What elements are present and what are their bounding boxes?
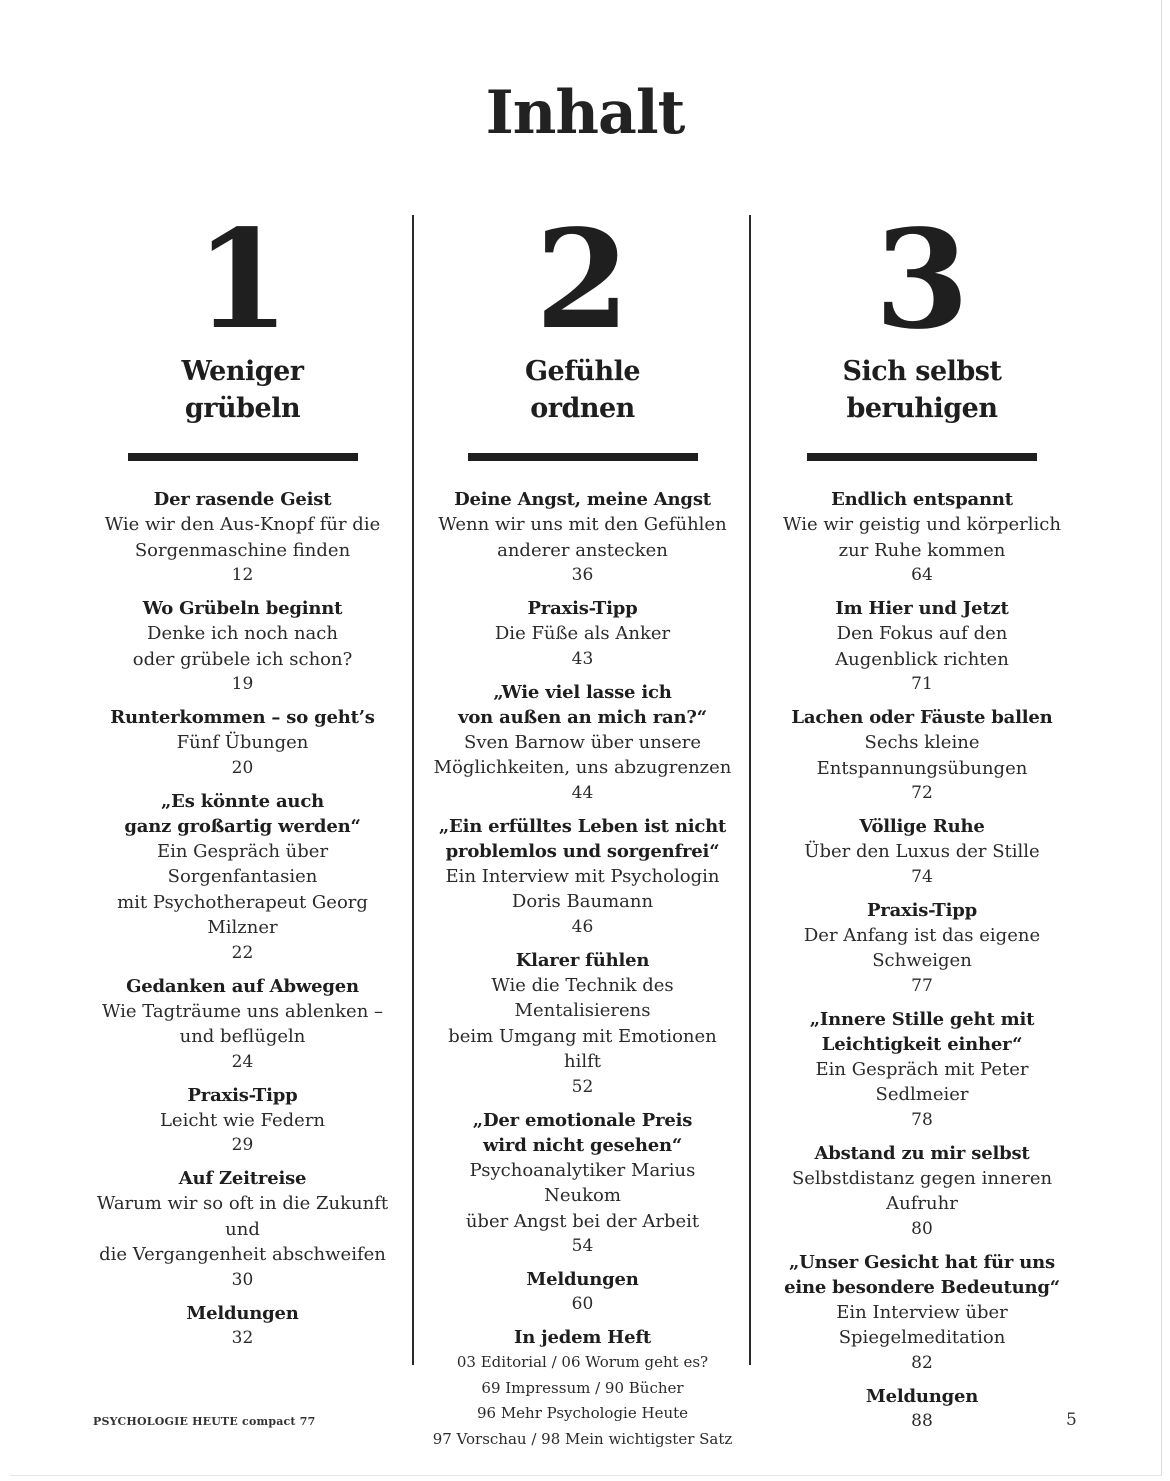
chapter-rule — [468, 453, 698, 461]
entry-title: „Unser Gesicht hat für uns eine besondere Bedeutung“ — [784, 1251, 1060, 1298]
entry-page-number: 20 — [231, 757, 254, 778]
column-divider-right — [749, 215, 751, 1365]
entry-description: Über den Luxus der Stille — [804, 841, 1040, 862]
entry-list — [430, 487, 735, 1317]
entry-title: „Der emotionale Preis wird nicht gesehen“ — [472, 1109, 693, 1156]
toc-entry — [768, 1250, 1076, 1376]
toc-entry — [430, 680, 735, 806]
entry-title: Der rasende Geist — [153, 489, 332, 510]
entry-title: „Es könnte auch ganz großartig werden“ — [124, 790, 361, 837]
entry-page-number: 64 — [911, 565, 933, 585]
entry-title: Im Hier und Jetzt — [835, 598, 1009, 619]
entry-title: Deine Angst, meine Angst — [454, 489, 711, 510]
footer-page-number: 5 — [1066, 1410, 1077, 1430]
chapter-title: Sich selbst beruhigen — [842, 356, 1002, 424]
entry-title: Gedanken auf Abwegen — [126, 975, 359, 997]
entry-page-number: 88 — [911, 1410, 933, 1431]
entry-description: Ein Interview über Spiegelmeditation — [836, 1301, 1008, 1348]
entry-page-number: 46 — [571, 916, 594, 937]
toc-entry — [90, 705, 395, 781]
entry-title: Praxis-Tipp — [866, 899, 978, 921]
entry-page-number: 29 — [231, 1135, 254, 1155]
entry-description: Die Füße als Anker — [494, 623, 671, 644]
page-title: Inhalt — [485, 78, 685, 148]
toc-entry — [90, 1166, 395, 1293]
chapter-title: Gefühle ordnen — [524, 356, 641, 424]
chapter-rule — [128, 453, 358, 461]
toc-entry — [430, 948, 735, 1100]
entry-title: Meldungen — [526, 1269, 639, 1290]
toc-entry — [430, 1267, 735, 1317]
entry-title: Auf Zeitreise — [178, 1168, 307, 1189]
toc-entry — [768, 705, 1076, 806]
entry-page-number: 72 — [911, 783, 933, 803]
entry-page-number: 22 — [231, 942, 254, 963]
entry-page-number: 30 — [231, 1269, 254, 1290]
entry-page-number: 12 — [231, 565, 254, 585]
chapter-column-3 — [768, 200, 1076, 1442]
entry-title: „Innere Stille geht mit Leichtigkeit einher“ — [809, 1008, 1035, 1055]
entry-title: Praxis-Tipp — [527, 598, 638, 619]
entry-page-number: 43 — [571, 648, 594, 669]
chapter-number: 2 — [535, 200, 630, 360]
entry-title: Meldungen — [186, 1302, 299, 1324]
toc-entry — [768, 1141, 1076, 1242]
entry-page-number: 82 — [911, 1352, 933, 1373]
entry-title: Praxis-Tipp — [187, 1084, 298, 1106]
entry-description: Leicht wie Federn — [159, 1109, 326, 1131]
entry-title: „Ein erfülltes Leben ist nicht problemlos und sorgenfrei“ — [438, 815, 727, 862]
entry-description: Wie wir den Aus-Knopf für die Sorgenmaschine finden — [104, 514, 381, 561]
entry-title: Völlige Ruhe — [859, 816, 985, 837]
toc-entry — [90, 789, 395, 966]
entry-description: Ein Interview mit Psychologin Doris Baumann — [445, 865, 720, 912]
entry-description: Psychoanalytiker Marius Neukom über Angst bei der Arbeit — [465, 1159, 700, 1232]
entry-description: Wie die Technik des Mentalisierens beim Umgang mit Emotionen hilft — [448, 974, 717, 1072]
toc-entry — [768, 596, 1076, 697]
column-divider-left — [412, 215, 414, 1365]
entry-title: Meldungen — [865, 1385, 979, 1407]
entry-title: Runterkommen – so geht’s — [110, 707, 375, 728]
every-issue-section — [430, 1325, 735, 1452]
toc-entry — [768, 814, 1076, 890]
entry-page-number: 54 — [571, 1236, 594, 1256]
entry-title: Endlich entspannt — [831, 489, 1013, 510]
entry-page-number: 77 — [911, 975, 933, 996]
toc-entry — [768, 1007, 1076, 1133]
toc-entry — [430, 814, 735, 940]
chapter-number: 1 — [195, 200, 290, 360]
entry-description: Ein Gespräch über Sorgenfantasien mit Psychotherapeut Georg Milzner — [117, 840, 368, 938]
entry-description: Wie Tagträume uns ablenken – und beflügeln — [101, 1000, 384, 1047]
toc-entry — [768, 1384, 1076, 1434]
entry-page-number: 36 — [571, 565, 594, 585]
entry-page-number: 32 — [231, 1327, 254, 1348]
entry-description: Fünf Übungen — [176, 732, 309, 753]
entry-page-number: 78 — [911, 1109, 933, 1130]
every-issue-title: In jedem Heft — [513, 1327, 651, 1348]
toc-entry — [90, 1083, 395, 1159]
entry-description: Denke ich noch nach oder grübele ich schon? — [132, 623, 353, 670]
entry-description: Sven Barnow über unsere Möglichkeiten, uns abzugrenzen — [433, 731, 732, 778]
entry-description: Wie wir geistig und körperlich zur Ruhe kommen — [783, 514, 1061, 561]
entry-list — [768, 487, 1076, 1434]
entry-page-number: 71 — [911, 674, 933, 694]
every-issue-items: 03 Editorial / 06 Worum geht es? 69 Impressum / 90 Bücher 96 Mehr Psychologie Heute 97 Vorschau / 98 Mein wichtigster Satz — [432, 1353, 733, 1448]
entry-description: Ein Gespräch mit Peter Sedlmeier — [815, 1058, 1029, 1105]
entry-page-number: 52 — [571, 1076, 594, 1097]
entry-description: Wenn wir uns mit den Gefühlen anderer anstecken — [438, 514, 727, 561]
entry-title: Wo Grübeln beginnt — [142, 598, 343, 619]
chapter-column-2 — [430, 200, 735, 1460]
toc-entry — [90, 974, 395, 1075]
chapter-rule — [807, 453, 1037, 461]
toc-entry — [768, 898, 1076, 999]
entry-page-number: 19 — [231, 674, 254, 694]
entry-title: Lachen oder Fäuste ballen — [791, 707, 1053, 728]
entry-list — [90, 487, 395, 1351]
toc-entry — [430, 487, 735, 588]
toc-entry — [768, 487, 1076, 588]
toc-entry — [90, 1301, 395, 1351]
entry-page-number: 44 — [571, 782, 594, 803]
entry-description: Selbstdistanz gegen inneren Aufruhr — [791, 1167, 1053, 1214]
entry-description: Den Fokus auf den Augenblick richten — [835, 623, 1009, 670]
entry-description: Sechs kleine Entspannungsübungen — [816, 732, 1028, 779]
entry-page-number: 24 — [231, 1051, 254, 1072]
entry-description: Warum wir so oft in die Zukunft und die Vergangenheit abschweifen — [96, 1193, 389, 1265]
entry-page-number: 60 — [571, 1294, 594, 1314]
chapter-title: Weniger grübeln — [181, 356, 304, 424]
chapter-column-1 — [90, 200, 395, 1359]
toc-entry — [90, 596, 395, 697]
entry-title: Abstand zu mir selbst — [814, 1142, 1030, 1164]
entry-page-number: 80 — [911, 1218, 933, 1239]
entry-description: Der Anfang ist das eigene Schweigen — [803, 924, 1041, 971]
toc-entry — [430, 1108, 735, 1260]
toc-entry — [90, 487, 395, 588]
entry-title: „Wie viel lasse ich von außen an mich ran?“ — [458, 681, 707, 728]
entry-page-number: 74 — [911, 866, 933, 887]
entry-title: Klarer fühlen — [515, 949, 650, 971]
footer-magazine-name: PSYCHOLOGIE HEUTE compact 77 — [93, 1415, 316, 1428]
toc-entry — [430, 596, 735, 672]
chapter-number: 3 — [874, 200, 970, 360]
